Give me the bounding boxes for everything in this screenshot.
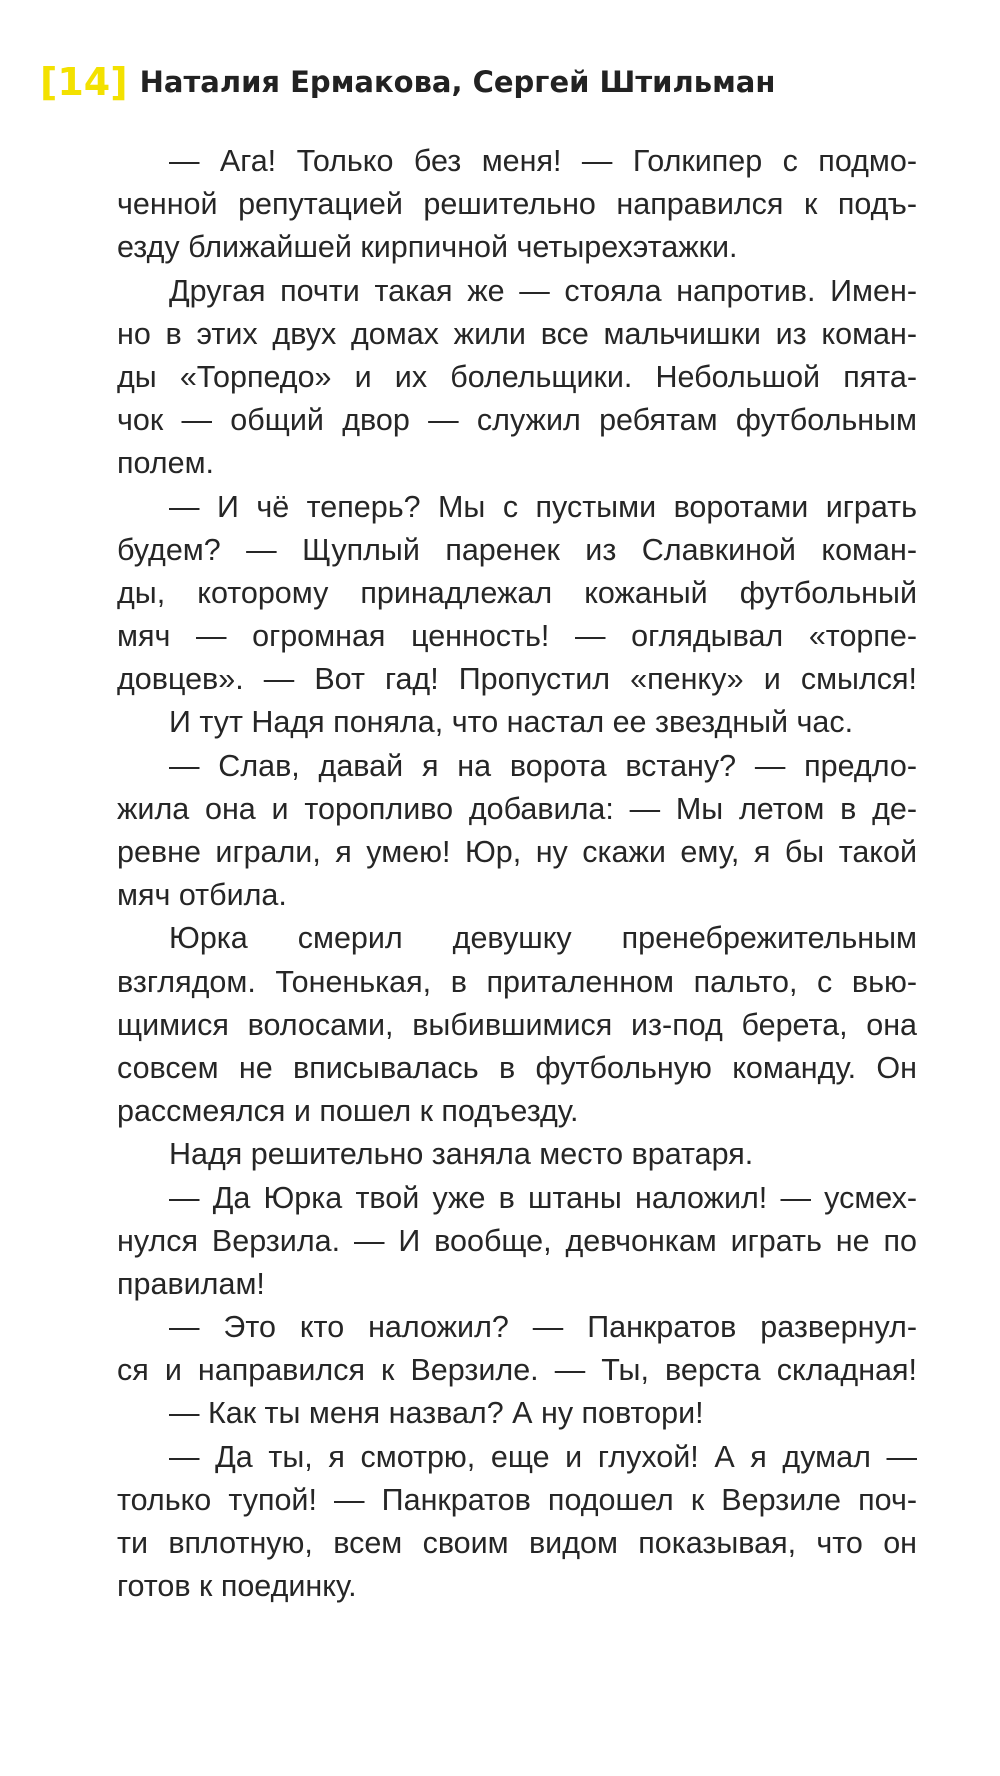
text-line: — Слав, давай я на ворота встану? — предло-: [169, 748, 917, 783]
text-line: взглядом. Тоненькая, в приталенном пальто, с вью-: [117, 964, 917, 999]
text-line: — Это кто наложил? — Панкратов развернул-: [169, 1310, 917, 1345]
text-line: чок — общий двор — служил ребятам футбольным: [117, 403, 917, 438]
text-line: Другая почти такая же — стояла напротив. Имен-: [169, 273, 917, 308]
text-line: Надя решительно заняла место вратаря.: [169, 1137, 754, 1172]
text-line: рассмеялся и пошел к подъезду.: [117, 1094, 579, 1129]
body-text: [117, 140, 917, 1608]
text-line: мяч — огромная ценность! — оглядывал «торпе-: [117, 619, 917, 654]
page-number: [14]: [40, 60, 128, 104]
text-line: правилам!: [117, 1266, 265, 1301]
text-line: — И чё теперь? Мы с пустыми воротами играть: [169, 489, 917, 524]
text-line: ченной репутацией решительно направился к подъ-: [117, 187, 917, 222]
text-line: но в этих двух домах жили все мальчишки из коман-: [117, 316, 917, 351]
text-line: — Как ты меня назвал? А ну повтори!: [169, 1396, 704, 1431]
text-line: ревне играли, я умею! Юр, ну скажи ему, я бы такой: [117, 835, 917, 869]
text-line: довцев». — Вот гад! Пропустил «пенку» и смылся!: [117, 662, 917, 697]
text-line: — Да Юрка твой уже в штаны наложил! — усмех-: [169, 1180, 917, 1215]
text-line: готов к поединку.: [117, 1569, 357, 1604]
text-line: мяч отбила.: [117, 878, 287, 913]
text-line: полем.: [117, 446, 215, 481]
text-line: ти вплотную, всем своим видом показывая, что он: [117, 1526, 917, 1560]
text-line: щимися волосами, выбившимися из-под берета, она: [117, 1007, 917, 1042]
text-line: будем? — Щуплый паренек из Славкиной коман-: [117, 532, 917, 567]
text-line: И тут Надя поняла, что настал ее звездный час.: [169, 705, 854, 740]
running-head: [40, 56, 775, 108]
text-line: ды «Торпедо» и их болельщики. Небольшой пята-: [117, 359, 917, 394]
authors-header: Наталия Ермакова, Сергей Штильман: [139, 64, 776, 99]
text-line: только тупой! — Панкратов подошел к Верзиле поч-: [117, 1482, 917, 1517]
text-line: езду ближайшей кирпичной четырехэтажки.: [117, 230, 738, 265]
text-line: жила она и торопливо добавила: — Мы летом в де-: [117, 791, 917, 826]
text-line: ся и направился к Верзиле. — Ты, верста складная!: [117, 1353, 917, 1388]
text-line: Юрка смерил девушку пренебрежительным: [169, 921, 917, 956]
text-line: нулся Верзила. — И вообще, девчонкам играть не по: [117, 1223, 917, 1258]
text-line: — Ага! Только без меня! — Голкипер с подмо-: [169, 144, 917, 178]
text-line: ды, которому принадлежал кожаный футбольный: [117, 575, 917, 610]
text-line: — Да ты, я смотрю, еще и глухой! А я думал —: [169, 1439, 917, 1474]
text-line: совсем не вписывалась в футбольную команду. Он: [117, 1050, 917, 1085]
